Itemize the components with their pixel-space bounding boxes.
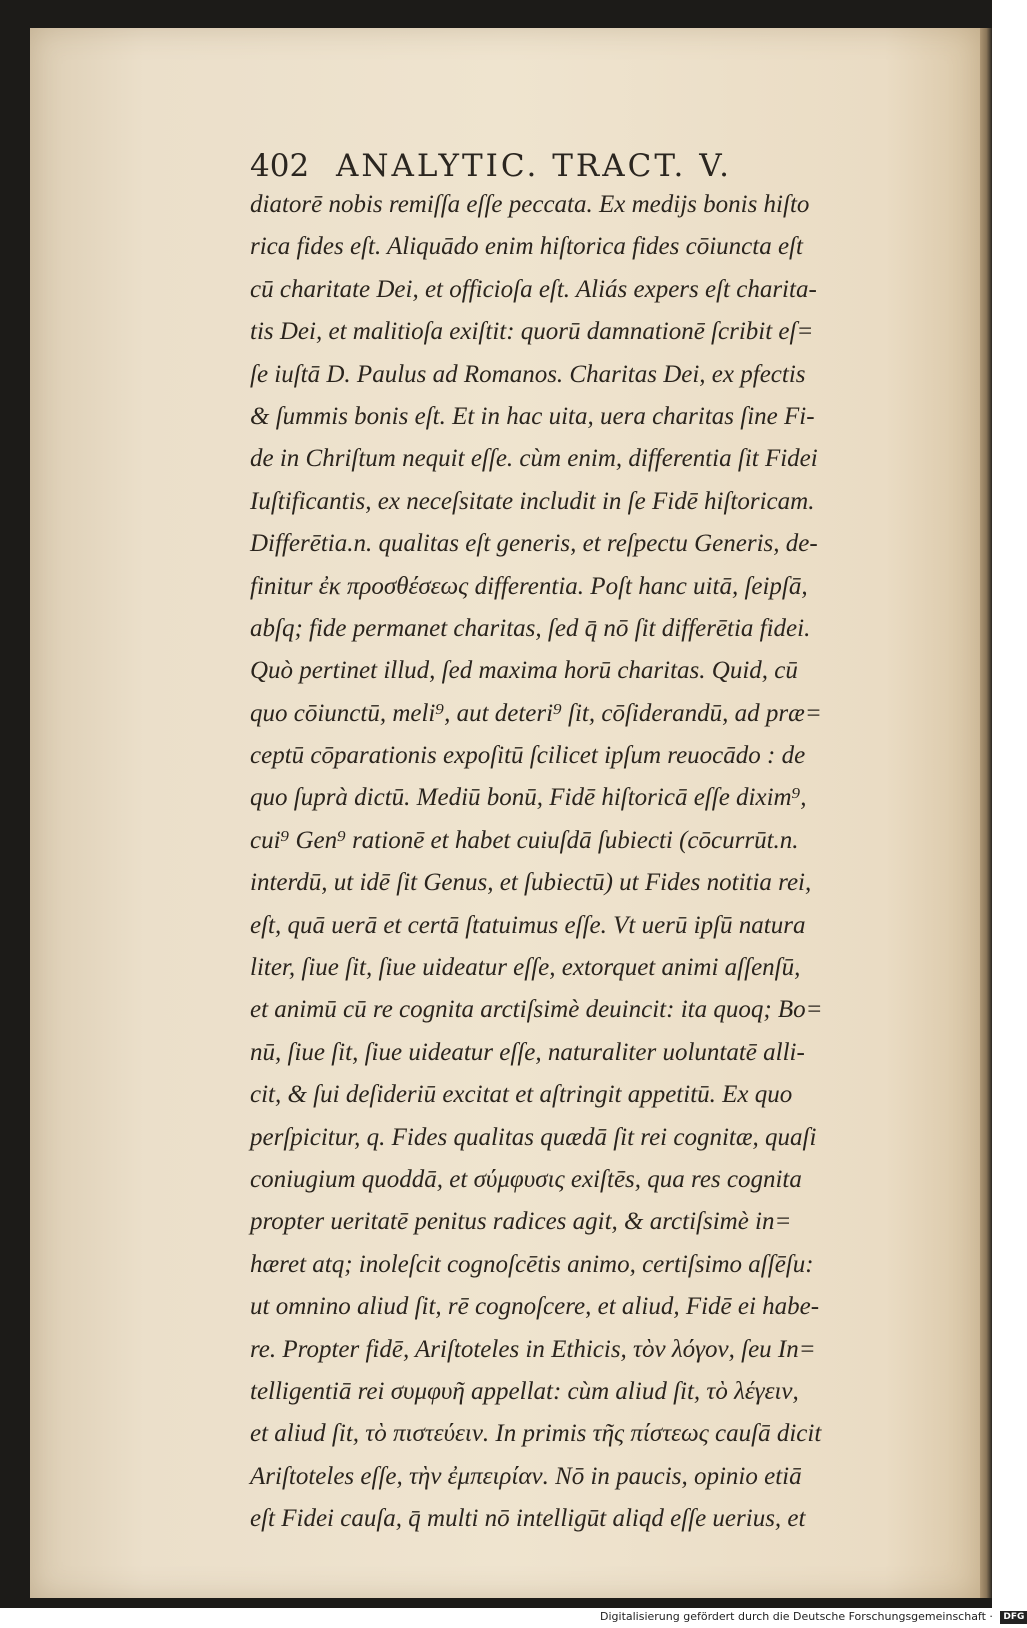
text-line: liter, ſiue ſit, ſiue uideatur eſſe, extorquet animi aſſenſū,	[250, 954, 801, 982]
text-line: Ariſtoteles eſſe, τὴν ἐμπειρίαν. Nō in paucis, opinio etiā	[250, 1462, 802, 1490]
text-line: et aliud ſit, τὸ πιστεύειν. In primis τῆς πίστεως cauſā dicit	[250, 1420, 822, 1448]
text-line: Quò pertinet illud, ſed maxima horū charitas. Quid, cū	[250, 657, 798, 685]
text-line: cui⁹ Gen⁹ rationē et habet cuiuſdā ſubiecti (cōcurrūt.n.	[250, 826, 799, 854]
text-line: propter ueritatē penitus radices agit, & arctiſsimè in=	[250, 1208, 792, 1236]
text-line: tis Dei, et malitioſa exiſtit: quorū damnationē ſcribit eſ=	[250, 318, 814, 346]
running-header	[250, 148, 930, 184]
text-line: quo ſuprà dictū. Mediū bonū, Fidē hiſtoricā eſſe dixim⁹,	[250, 784, 807, 812]
dfg-logo: DFG	[1000, 1611, 1027, 1624]
text-line: de in Chriſtum nequit eſſe. cùm enim, differentia ſit Fidei	[250, 445, 818, 473]
credit-text: Digitalisierung gefördert durch die Deutsche Forschungsgemeinschaft ·	[600, 1610, 993, 1623]
text-line: cit, & ſui deſideriū excitat et aſtringit appetitū. Ex quo	[250, 1081, 793, 1109]
text-line: cū charitate Dei, et officioſa eſt. Aliás expers eſt charita-	[250, 275, 817, 303]
body-text	[250, 184, 950, 1541]
text-line: telligentiā rei συμφυῆ appellat: cùm aliud ſit, τὸ λέγειν,	[250, 1377, 799, 1405]
digitization-credit	[600, 1607, 1025, 1627]
text-line: rica fides eſt. Aliquādo enim hiſtorica fides cōiuncta eſt	[250, 233, 803, 261]
text-line: eſt, quā uerā et certā ſtatuimus eſſe. Vt uerū ipſū natura	[250, 911, 806, 939]
text-line: coniugium quoddā, et σύμφυσις exiſtēs, qua res cognita	[250, 1165, 802, 1193]
text-line: diatorē nobis remiſſa eſſe peccata. Ex medijs bonis hiſto	[250, 191, 810, 218]
text-line: hæret atq; inoleſcit cognoſcētis animo, certiſsimo aſſēſu:	[250, 1250, 814, 1278]
text-line: quo cōiunctū, meli⁹, aut deteri⁹ ſit, cōſiderandū, ad præ=	[250, 699, 822, 727]
text-line: ut omnino aliud ſit, rē cognoſcere, et aliud, Fidē ei habe-	[250, 1293, 820, 1321]
text-line: et animū cū re cognita arctiſsimè deuincit: ita quoq; Bo=	[250, 996, 823, 1024]
running-title: ANALYTIC. TRACT. V.	[336, 148, 733, 184]
text-line: eſt Fidei cauſa, q̄ multi nō intelligūt aliqd eſſe uerius, et	[250, 1505, 806, 1533]
page-fore-edge	[978, 28, 992, 1598]
text-line: Differētia.n. qualitas eſt generis, et reſpectu Generis, de-	[250, 530, 818, 558]
text-line: ceptū cōparationis expoſitū ſcilicet ipſum reuocādo : de	[250, 742, 806, 770]
text-line: nū, ſiue ſit, ſiue uideatur eſſe, naturaliter uoluntatē alli-	[250, 1038, 805, 1066]
text-line: re. Propter fidē, Ariſtoteles in Ethicis, τὸν λόγον, ſeu In=	[250, 1335, 816, 1363]
page-number: 402	[250, 148, 310, 184]
text-line: interdū, ut idē ſit Genus, et ſubiectū) ut Fides notitia rei,	[250, 869, 812, 897]
text-line: finitur ἐκ προσθέσεως differentia. Poſt hanc uitā, ſeipſā,	[250, 572, 808, 600]
text-line: ſe iuſtā D. Paulus ad Romanos. Charitas Dei, ex pfectis	[250, 360, 806, 388]
text-line: perſpicitur, q. Fides qualitas quædā ſit rei cognitæ, quaſi	[250, 1123, 817, 1151]
text-line: abſq; fide permanet charitas, ſed q̄ nō ſit differētia fidei.	[250, 614, 811, 642]
text-line: & ſummis bonis eſt. Et in hac uita, uera charitas ſine Fi-	[250, 402, 815, 430]
text-line: Iuſtificantis, ex neceſsitate includit in ſe Fidē hiſtoricam.	[250, 487, 815, 515]
